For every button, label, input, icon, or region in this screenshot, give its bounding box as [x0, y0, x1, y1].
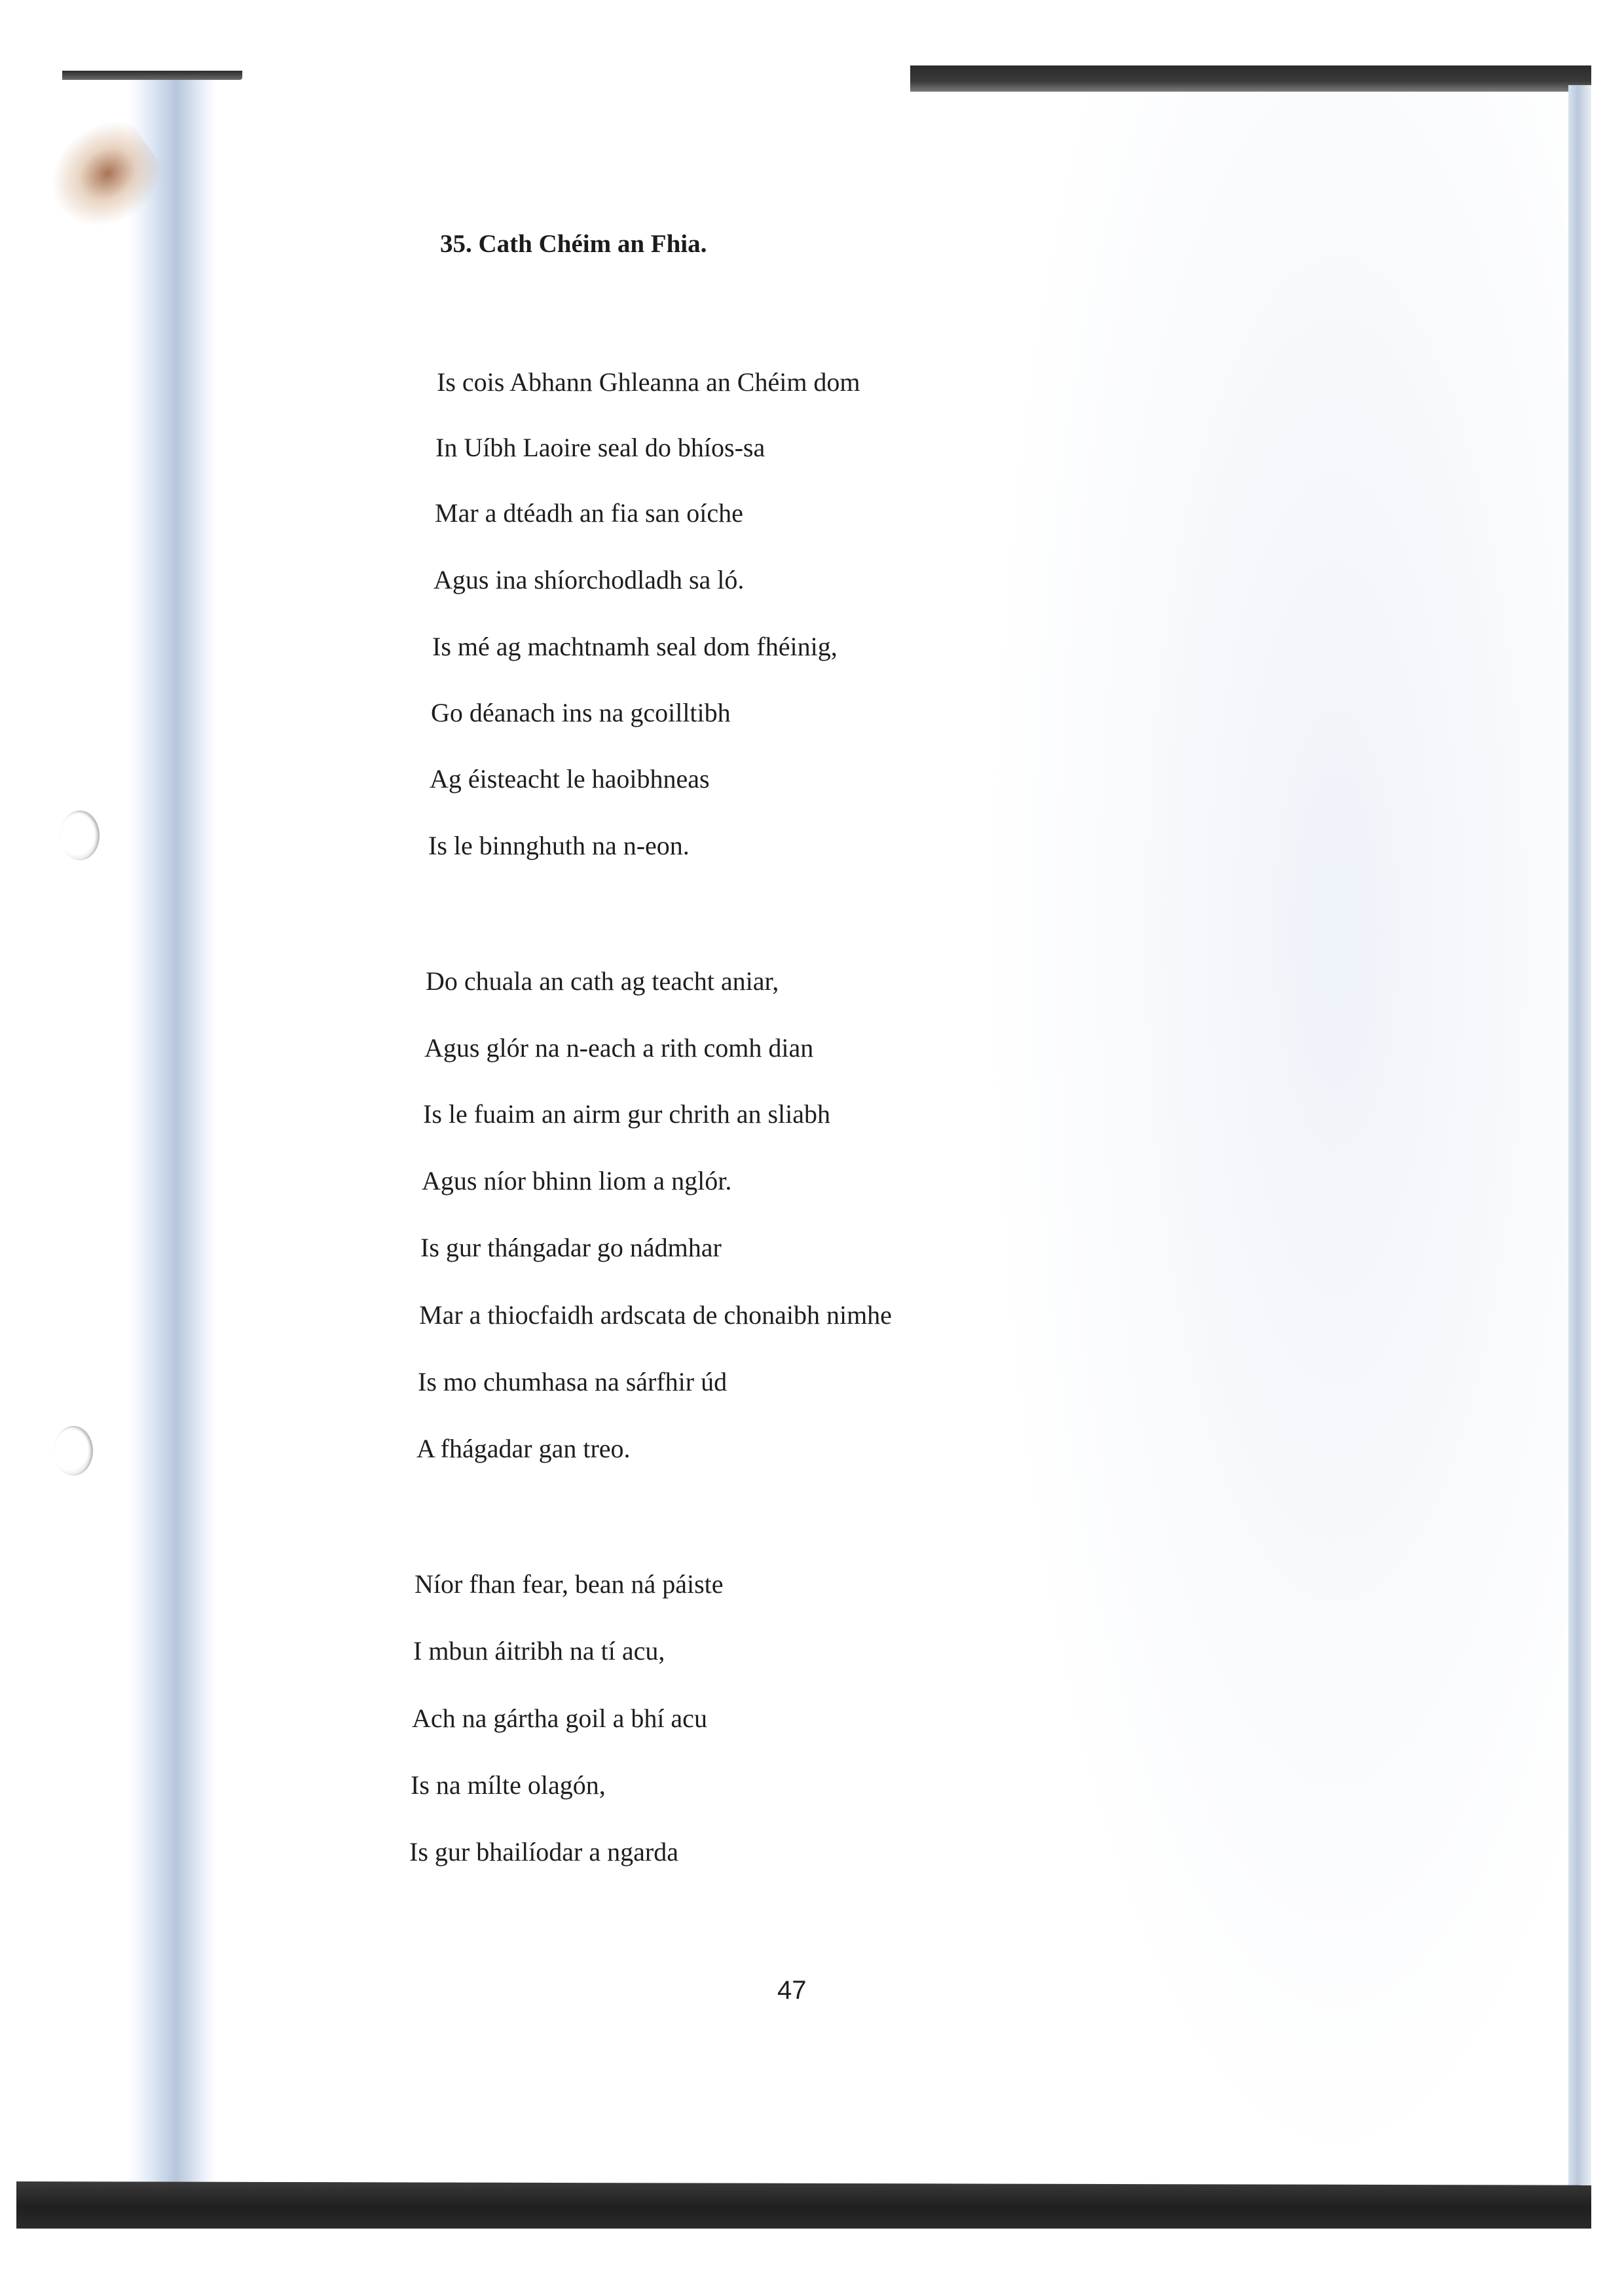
poem-line: Níor fhan fear, bean ná páiste — [415, 1569, 724, 1599]
poem-line: A fhágadar gan treo. — [416, 1434, 631, 1463]
poem-title: 35. Cath Chéim an Fhia. — [440, 230, 707, 258]
poem-line: In Uíbh Laoire seal do bhíos-sa — [435, 433, 766, 462]
poem-line: Is le binnghuth na n-eon. — [428, 831, 690, 860]
poem-line: Ach na gártha goil a bhí acu — [412, 1704, 707, 1733]
poem-line: Ag éisteacht le haoibhneas — [430, 764, 710, 793]
page-edge-right — [1568, 85, 1591, 2219]
poem-line: Go déanach ins na gcoilltibh — [431, 698, 731, 727]
page-edge-top-right — [910, 65, 1591, 92]
poem-line: Is le fuaim an airm gur chrith an sliabh — [423, 1099, 831, 1129]
poem-line: I mbun áitribh na tí acu, — [413, 1636, 665, 1666]
poem-line: Is gur thángadar go nádmhar — [420, 1233, 722, 1262]
poem-line: Agus níor bhinn liom a nglór. — [422, 1166, 732, 1195]
page-shading — [982, 92, 1572, 2187]
poem-line: Mar a dtéadh an fia san oíche — [435, 498, 743, 528]
poem-line: Is na mílte olagón, — [411, 1770, 606, 1800]
poem-line: Is mo chumhasa na sárfhir úd — [418, 1367, 728, 1396]
page-number: 47 — [777, 1976, 807, 2005]
poem-line: Do chuala an cath ag teacht aniar, — [426, 966, 779, 996]
poem-line: Agus ina shíorchodladh sa ló. — [434, 565, 745, 594]
poem-line: Is cois Abhann Ghleanna an Chéim dom — [437, 367, 860, 397]
poem-line: Is gur bhailíodar a ngarda — [409, 1837, 678, 1867]
page-edge-top-left — [62, 71, 242, 80]
poem-line: Is mé ag machtnamh seal dom fhéinig, — [432, 632, 838, 661]
punch-hole — [54, 1426, 93, 1476]
page-edge-bottom — [16, 2181, 1591, 2229]
book-gutter-shadow — [128, 75, 216, 2190]
poem-line: Agus glór na n-each a rith comh dian — [424, 1033, 814, 1063]
punch-hole — [60, 811, 100, 860]
poem-line: Mar a thiocfaidh ardscata de chonaibh nimhe — [419, 1300, 892, 1330]
